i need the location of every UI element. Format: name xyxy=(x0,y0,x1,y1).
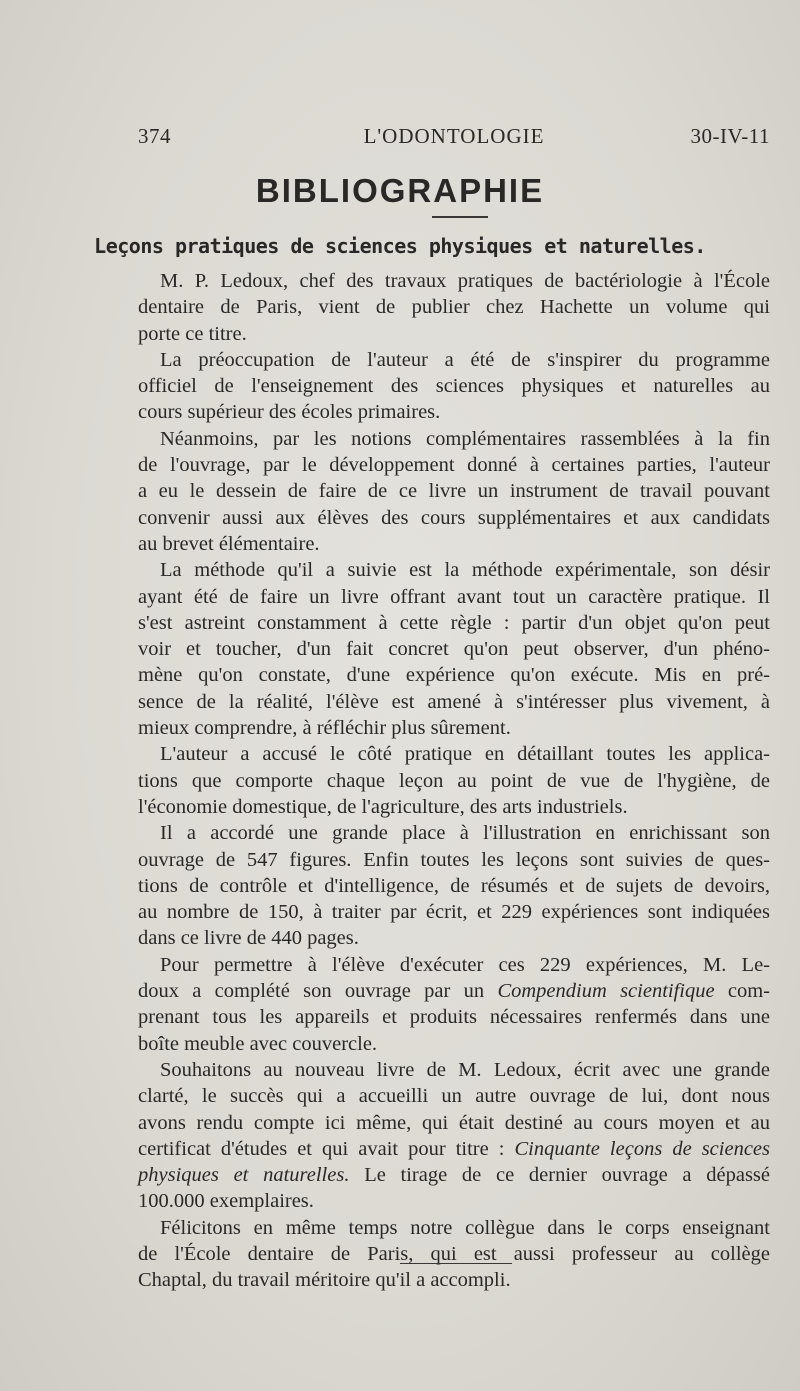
text-line: porte ce titre. xyxy=(138,322,247,345)
text-segment: certificat d'études et qui avait pour titre : xyxy=(138,1137,505,1160)
text-line: 100.000 exemplaires. xyxy=(138,1190,314,1213)
text-line: dentaire de Paris, vient de publier chez Hachette un volume qui xyxy=(138,296,770,319)
text-line: dans ce livre de 440 pages. xyxy=(138,927,359,950)
text-line: ouvrage de 547 figures. Enfin toutes les leçons sont suivies de ques- xyxy=(138,848,770,871)
end-divider xyxy=(400,1263,512,1264)
text-line: Souhaitons au nouveau livre de M. Ledoux, écrit avec une grande xyxy=(160,1058,770,1081)
text-line: boîte meuble avec couvercle. xyxy=(138,1032,378,1055)
italic-title: physiques et naturelles. xyxy=(138,1164,350,1187)
text-line: L'auteur a accusé le côté pratique en détaillant toutes les applica- xyxy=(160,743,770,766)
text-line xyxy=(138,1162,770,1188)
text-line: Félicitons en même temps notre collègue dans le corps enseignant xyxy=(160,1216,770,1239)
text-line: convenir aussi aux élèves des cours supplémentaires et aux candidats xyxy=(138,506,770,529)
text-line: Pour permettre à l'élève d'exécuter ces 229 expériences, M. Le- xyxy=(160,953,770,976)
text-line xyxy=(138,1004,770,1030)
italic-title: Cinquante leçons de sciences xyxy=(514,1137,770,1160)
article-body xyxy=(138,268,770,1294)
text-line: ayant été de faire un livre offrant avant tout un caractère pratique. Il xyxy=(138,585,770,608)
text-line: La méthode qu'il a suivie est la méthode expérimentale, son désir xyxy=(160,559,770,582)
text-line: tions de contrôle et d'intelligence, de résumés et de sujets de devoirs, xyxy=(138,874,770,897)
text-line: tions que comporte chaque leçon au point de vue de l'hygiène, de xyxy=(138,769,770,792)
text-line: de l'ouvrage, par le développement donné à certaines parties, l'auteur xyxy=(138,454,770,477)
text-line: au nombre de 150, à traiter par écrit, et 229 expériences sont indiquées xyxy=(138,901,770,924)
section-title: BIBLIOGRAPHIE xyxy=(255,172,545,209)
text-line: Il a accordé une grande place à l'illustration en enrichissant son xyxy=(160,822,770,845)
text-line: mieux comprendre, à réfléchir plus sûrement. xyxy=(138,717,511,740)
title-divider xyxy=(432,216,488,218)
text-line: a eu le dessein de faire de ce livre un instrument de travail pouvant xyxy=(138,480,770,503)
text-segment: tous les appareils et produits nécessaires renfermés dans une xyxy=(212,1006,770,1029)
text-line: sence de la réalité, l'élève est amené à s'intéresser plus vivement, à xyxy=(138,690,770,713)
text-segment: prenant xyxy=(138,1006,200,1029)
text-line xyxy=(138,978,770,1004)
italic-title: Compendium scientifique xyxy=(497,980,715,1003)
text-line xyxy=(138,1136,770,1162)
article-subtitle: Leçons pratiques de sciences physiques et naturelles. xyxy=(94,234,706,258)
text-line: La préoccupation de l'auteur a été de s'inspirer du programme xyxy=(160,348,770,371)
text-line: de l'École dentaire de Paris, qui est aussi professeur au collège xyxy=(138,1242,770,1265)
journal-title: L'ODONTOLOGIE xyxy=(363,124,545,148)
text-line: Néanmoins, par les notions complémentaires rassemblées à la fin xyxy=(160,427,770,450)
text-line: M. P. Ledoux, chef des travaux pratiques de bactériologie à l'École xyxy=(160,270,770,292)
text-line: mène qu'on constate, d'une expérience qu'on exécute. Mis en pré- xyxy=(138,664,770,687)
text-line: voir et toucher, d'un fait concret qu'on peut observer, d'un phéno- xyxy=(138,638,770,661)
text-segment: com- xyxy=(727,980,770,1003)
text-line: officiel de l'enseignement des sciences physiques et naturelles au xyxy=(138,375,770,398)
text-segment: doux a complété son ouvrage par un xyxy=(138,980,485,1003)
text-line: avons rendu compte ici même, qui était destiné au cours moyen et au xyxy=(138,1111,770,1134)
text-line: cours supérieur des écoles primaires. xyxy=(138,401,441,424)
text-line: au brevet élémentaire. xyxy=(138,532,320,555)
text-line: s'est astreint constamment à cette règle : partir d'un objet qu'on peut xyxy=(138,611,770,634)
text-line: Chaptal, du travail méritoire qu'il a accompli. xyxy=(138,1269,511,1292)
text-line: clarté, le succès qui a accueilli un autre ouvrage de lui, dont nous xyxy=(138,1085,770,1108)
issue-date: 30-IV-11 xyxy=(690,124,770,148)
running-head xyxy=(138,124,770,152)
text-line: l'économie domestique, de l'agriculture, des arts industriels. xyxy=(138,795,628,818)
page-number: 374 xyxy=(138,124,171,148)
text-segment: Le tirage de ce dernier ouvrage a dépassé xyxy=(364,1164,771,1187)
